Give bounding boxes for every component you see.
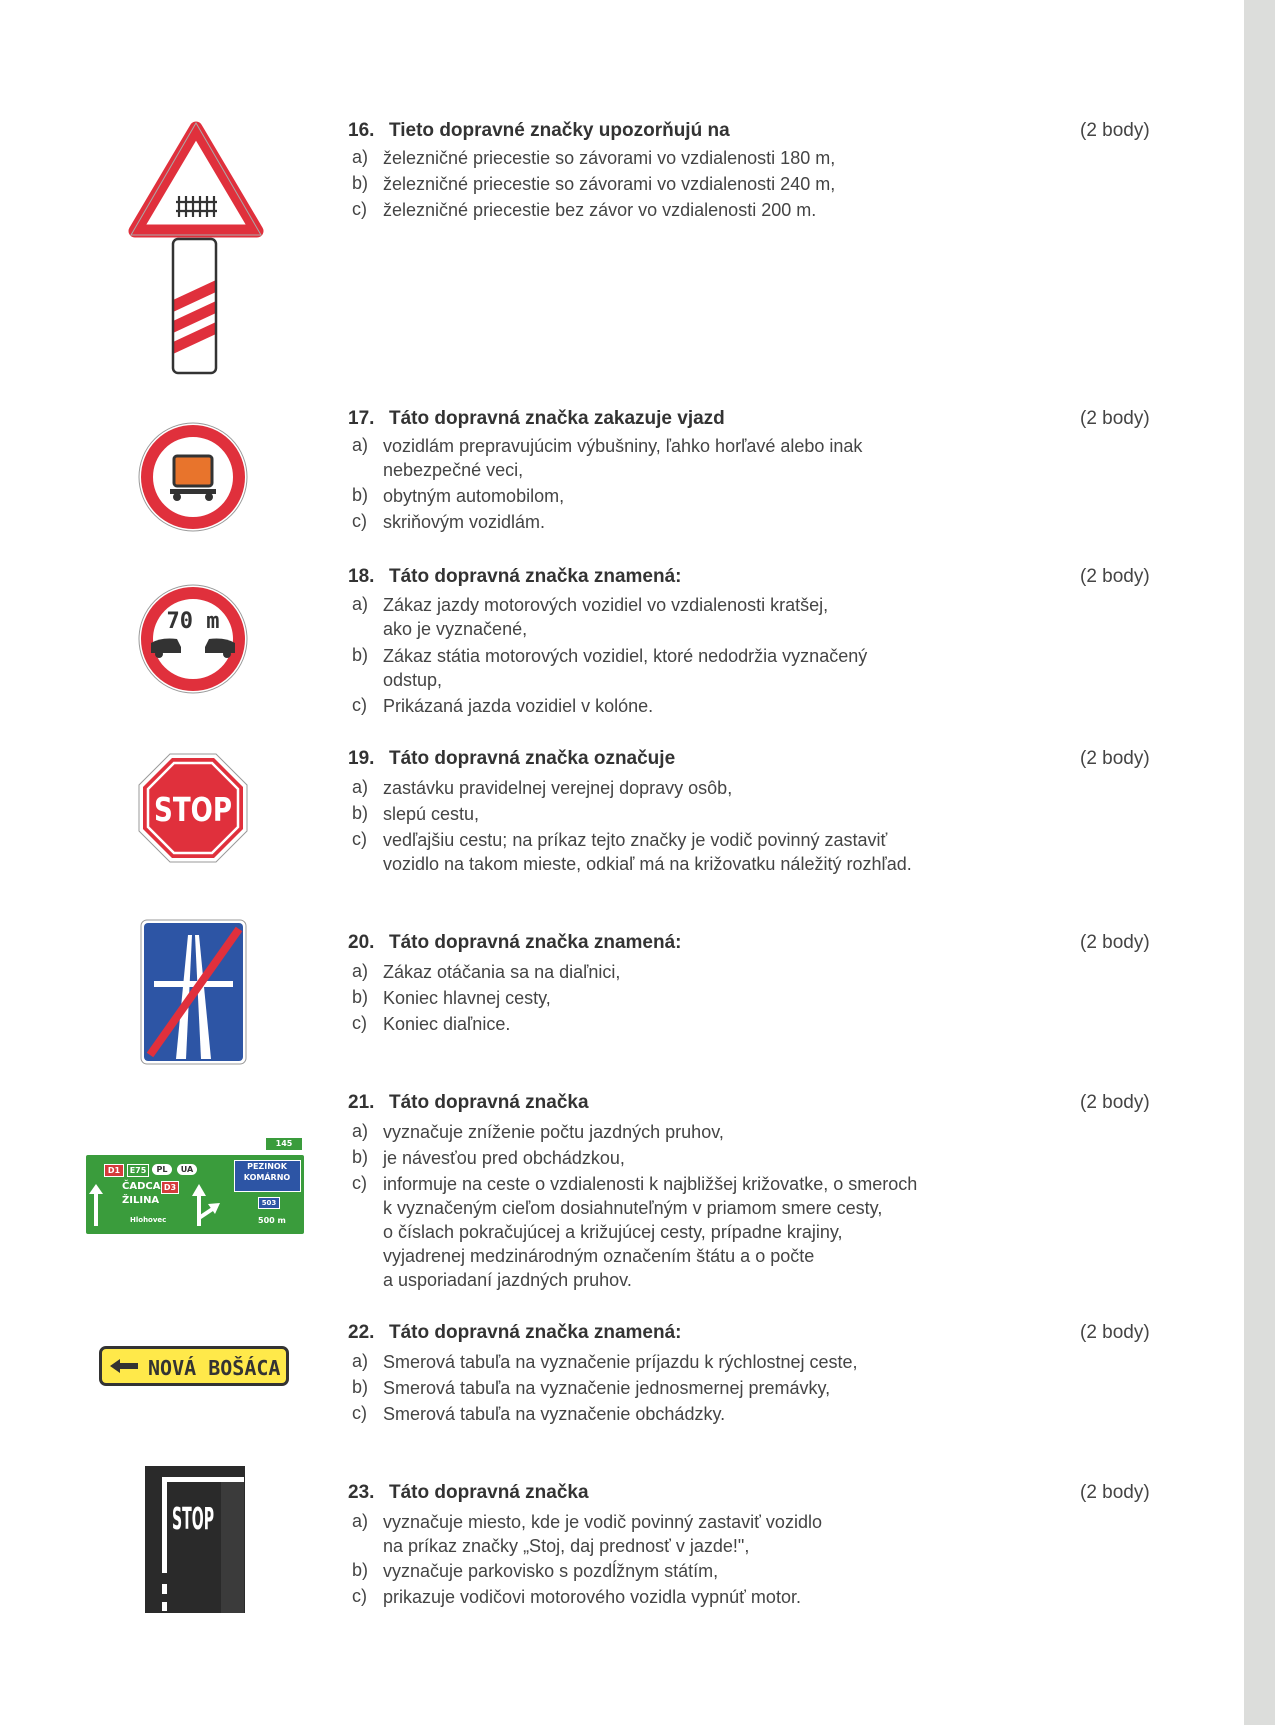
option-letter: b) — [352, 645, 369, 665]
option-text: Zákaz otáčania sa na diaľnici, — [383, 962, 621, 982]
road-number-d3: D3 — [161, 1181, 179, 1194]
option-text: železničné priecestie so závorami vo vzdialenosti 180 m, — [383, 148, 836, 168]
option-letter: c) — [352, 1173, 367, 1193]
option-text: vyznačuje miesto, kde je vodič povinný zastaviť vozidlo — [383, 1512, 822, 1532]
road-number-d1: D1 — [104, 1164, 124, 1177]
option-text: Smerová tabuľa na vyznačenie príjazdu k rýchlostnej ceste, — [383, 1352, 858, 1372]
option-text: ako je vyznačené, — [383, 619, 528, 639]
option-text: k vyznačeným cieľom dosiahnuteľným v priamom smere cesty, — [383, 1198, 883, 1218]
option-letter: a) — [352, 1121, 369, 1141]
question-points: (2 body) — [1080, 748, 1150, 769]
option-text: Zákaz státia motorových vozidiel, ktoré nedodržia vyznačený — [383, 646, 868, 666]
route-badge: 145 — [266, 1138, 302, 1150]
question-points: (2 body) — [1080, 1092, 1150, 1113]
road-number-503: 503 — [258, 1197, 280, 1209]
option-text: zastávku pravidelnej verejnej dopravy osôb, — [383, 778, 733, 798]
option-letter: c) — [352, 1403, 367, 1423]
road-stop-text: STOP — [172, 1502, 214, 1537]
option-text: vedľajšiu cestu; na príkaz tejto značky je vodič povinný zastaviť — [383, 830, 888, 850]
option-text: Smerová tabuľa na vyznačenie jednosmernej premávky, — [383, 1378, 831, 1398]
option-text: slepú cestu, — [383, 804, 480, 824]
question-title: Táto dopravná značka znamená: — [389, 566, 682, 587]
question-title: Táto dopravná značka znamená: — [389, 1322, 682, 1343]
option-letter: c) — [352, 1586, 367, 1606]
road-number-e75: E75 — [127, 1164, 149, 1177]
dest-komarno: KOMÁRNO — [243, 1173, 291, 1182]
option-letter: b) — [352, 987, 369, 1007]
option-text: železničné priecestie so závorami vo vzdialenosti 240 m, — [383, 174, 836, 194]
page-edge-shadow — [1244, 0, 1275, 1725]
exit-arrow-icon — [190, 1184, 222, 1226]
option-text: je návesťou pred obchádzkou, — [383, 1148, 625, 1168]
question-title: Táto dopravná značka označuje — [389, 748, 676, 769]
question-number: 18. — [348, 566, 375, 587]
question-points: (2 body) — [1080, 932, 1150, 953]
option-letter: c) — [352, 829, 367, 849]
question-points: (2 body) — [1080, 120, 1150, 141]
option-text: na príkaz značky „Stoj, daj prednosť v jazde!", — [383, 1536, 750, 1556]
option-letter: a) — [352, 1511, 369, 1531]
question-number: 23. — [348, 1482, 375, 1503]
question-number: 20. — [348, 932, 375, 953]
option-letter: a) — [352, 594, 369, 614]
option-letter: c) — [352, 199, 367, 219]
detour-destination-text: NOVÁ BOŠÁCA — [148, 1356, 281, 1380]
country-code-ua: UA — [177, 1164, 197, 1175]
option-text: vyznačuje zníženie počtu jazdných pruhov, — [383, 1122, 724, 1142]
stop-octagon-sign — [137, 752, 249, 864]
option-text: nebezpečné veci, — [383, 460, 524, 480]
option-text: železničné priecestie bez závor vo vzdialenosti 200 m. — [383, 200, 817, 220]
sign-distance-text: 70 m — [166, 609, 220, 634]
option-letter: b) — [352, 1147, 369, 1167]
option-letter: b) — [352, 485, 369, 505]
highway-direction-sign — [86, 1138, 304, 1234]
option-letter: a) — [352, 435, 369, 455]
question-number: 22. — [348, 1322, 375, 1343]
option-text: odstup, — [383, 670, 443, 690]
option-text: skriňovým vozidlám. — [383, 512, 546, 532]
option-letter: b) — [352, 173, 369, 193]
option-letter: c) — [352, 511, 367, 531]
railway-crossing-sign — [130, 122, 262, 378]
option-letter: b) — [352, 803, 369, 823]
option-letter: b) — [352, 1377, 369, 1397]
question-number: 16. — [348, 120, 375, 141]
city-zilina: ŽILINA — [122, 1195, 160, 1206]
question-title: Táto dopravná značka — [389, 1482, 589, 1503]
country-code-pl: PL — [152, 1164, 172, 1175]
option-text: Prikázaná jazda vozidiel v kolóne. — [383, 696, 654, 716]
no-dangerous-goods-sign — [137, 421, 249, 533]
option-text: Koniec hlavnej cesty, — [383, 988, 551, 1008]
option-text: vozidlám prepravujúcim výbušniny, ľahko horľavé alebo inak — [383, 436, 863, 456]
option-letter: a) — [352, 777, 369, 797]
question-title: Tieto dopravné značky upozorňujú na — [389, 120, 730, 141]
option-text: a usporiadaní jazdných pruhov. — [383, 1270, 632, 1290]
city-cadca: ČADCA — [122, 1181, 161, 1192]
option-letter: a) — [352, 147, 369, 167]
end-of-motorway-sign — [140, 919, 247, 1065]
question-number: 21. — [348, 1092, 375, 1113]
question-title: Táto dopravná značka znamená: — [389, 932, 682, 953]
option-text: vyznačuje parkovisko s pozdĺžnym státím, — [383, 1561, 719, 1581]
option-text: vyjadrenej medzinárodným označením štátu a o počte — [383, 1246, 815, 1266]
option-letter: a) — [352, 961, 369, 981]
stop-text: STOP — [154, 790, 232, 829]
option-text: o číslach pokračujúcej a križujúcej cesty, prípadne krajiny, — [383, 1222, 843, 1242]
minimum-distance-sign — [137, 583, 249, 695]
detour-direction-sign — [99, 1346, 289, 1386]
option-letter: c) — [352, 695, 367, 715]
option-text: prikazuje vodičovi motorového vozidla vypnúť motor. — [383, 1587, 801, 1607]
question-points: (2 body) — [1080, 1482, 1150, 1503]
question-points: (2 body) — [1080, 566, 1150, 587]
question-number: 19. — [348, 748, 375, 769]
option-text: Koniec diaľnice. — [383, 1014, 511, 1034]
option-letter: a) — [352, 1351, 369, 1371]
city-hlohovec: Hlohovec — [130, 1216, 167, 1224]
option-text: obytným automobilom, — [383, 486, 565, 506]
option-text: informuje na ceste o vzdialenosti k najbližšej križovatke, o smeroch — [383, 1174, 918, 1194]
question-points: (2 body) — [1080, 408, 1150, 429]
option-letter: c) — [352, 1013, 367, 1033]
arrow-left-icon — [110, 1359, 138, 1373]
stop-road-marking-sign — [145, 1466, 245, 1613]
option-text: vozidlo na takom mieste, odkiaľ má na križovatku náležitý rozhľad. — [383, 854, 912, 874]
option-text: Zákaz jazdy motorových vozidiel vo vzdialenosti kratšej, — [383, 595, 829, 615]
option-letter: b) — [352, 1560, 369, 1580]
question-title: Táto dopravná značka — [389, 1092, 589, 1113]
dest-pezinok: PEZINOK — [247, 1162, 287, 1171]
option-text: Smerová tabuľa na vyznačenie obchádzky. — [383, 1404, 726, 1424]
question-title: Táto dopravná značka zakazuje vjazd — [389, 408, 725, 429]
question-points: (2 body) — [1080, 1322, 1150, 1343]
question-number: 17. — [348, 408, 375, 429]
distance-500m: 500 m — [258, 1216, 286, 1225]
